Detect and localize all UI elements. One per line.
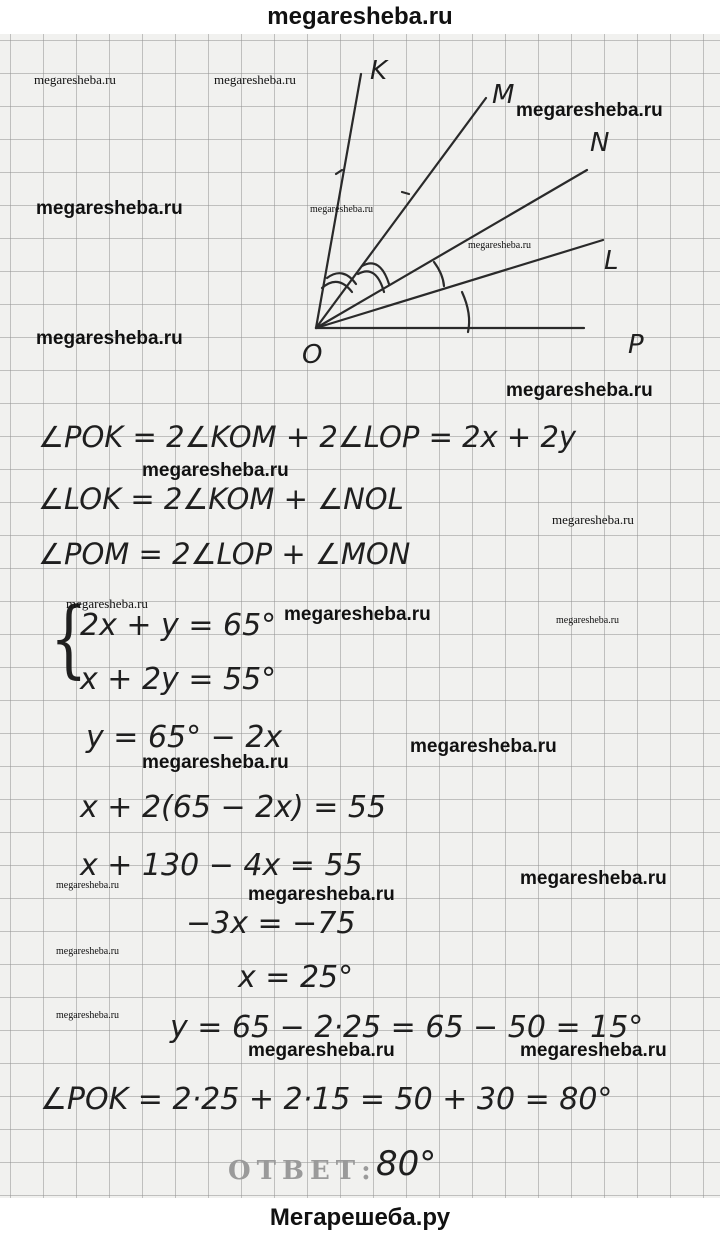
watermark: megaresheba.ru bbox=[248, 1040, 395, 1061]
watermark: megaresheba.ru bbox=[142, 752, 289, 773]
watermark: megaresheba.ru bbox=[248, 884, 395, 905]
answer-value: 80° bbox=[376, 1144, 437, 1184]
solution-line-1: ∠POK = 2∠KOM + 2∠LOP = 2x + 2y bbox=[38, 420, 577, 454]
site-header[interactable]: megaresheba.ru bbox=[267, 3, 453, 30]
label-m: M bbox=[492, 80, 515, 110]
solution-line-8: x + 130 − 4x = 55 bbox=[80, 848, 363, 883]
tick-ok bbox=[336, 170, 342, 174]
watermark: megaresheba.ru bbox=[36, 198, 183, 219]
solution-line-10: x = 25° bbox=[238, 960, 354, 995]
label-n: N bbox=[590, 128, 610, 158]
notebook-page bbox=[0, 34, 720, 1198]
watermark: megaresheba.ru bbox=[56, 946, 120, 957]
solution-line-6: y = 65° − 2x bbox=[86, 720, 283, 755]
label-p: P bbox=[628, 330, 644, 360]
label-l: L bbox=[604, 246, 619, 276]
system-equation-2: x + 2y = 55° bbox=[80, 662, 277, 697]
watermark: megaresheba.ru bbox=[34, 72, 116, 87]
ray-ok bbox=[316, 74, 361, 328]
label-o: O bbox=[302, 340, 323, 370]
answer-label: ОТВЕТ: bbox=[228, 1156, 377, 1186]
watermark: megaresheba.ru bbox=[214, 72, 296, 87]
arc-kom-2 bbox=[322, 282, 352, 292]
site-footer[interactable]: Мегарешеба.ру bbox=[269, 1204, 451, 1231]
watermark: megaresheba.ru bbox=[284, 604, 431, 625]
solution-line-12: ∠POK = 2·25 + 2·15 = 50 + 30 = 80° bbox=[40, 1082, 613, 1117]
watermark: megaresheba.ru bbox=[36, 328, 183, 349]
watermark: megaresheba.ru bbox=[552, 512, 634, 527]
watermark: megaresheba.ru bbox=[520, 1040, 667, 1061]
watermark: megaresheba.ru bbox=[520, 868, 667, 889]
watermark: megaresheba.ru bbox=[468, 240, 532, 251]
arc-nol bbox=[434, 262, 444, 286]
ray-on bbox=[316, 170, 587, 328]
solution-line-9: −3x = −75 bbox=[186, 906, 356, 941]
watermark: megaresheba.ru bbox=[66, 596, 148, 611]
ray-ol bbox=[316, 240, 603, 328]
arc-lop bbox=[462, 292, 469, 332]
label-k: K bbox=[370, 56, 388, 86]
solution-line-3: ∠POM = 2∠LOP + ∠MON bbox=[38, 537, 411, 571]
watermark: megaresheba.ru bbox=[410, 736, 557, 757]
watermark: megaresheba.ru bbox=[56, 1010, 120, 1021]
watermark: megaresheba.ru bbox=[56, 880, 120, 891]
system-brace: { bbox=[50, 589, 88, 687]
solution-line-7: x + 2(65 − 2x) = 55 bbox=[80, 790, 387, 825]
arc-mon-2 bbox=[358, 271, 384, 292]
solution-line-2: ∠LOK = 2∠KOM + ∠NOL bbox=[38, 482, 404, 516]
watermark: megaresheba.ru bbox=[556, 615, 620, 626]
watermark: megaresheba.ru bbox=[310, 204, 374, 215]
tick-om bbox=[402, 192, 409, 194]
solution-line-11: y = 65 − 2·25 = 65 − 50 = 15° bbox=[170, 1010, 644, 1045]
watermark: megaresheba.ru bbox=[142, 460, 289, 481]
watermark: megaresheba.ru bbox=[516, 100, 663, 121]
system-equation-1: 2x + y = 65° bbox=[80, 608, 277, 643]
watermark: megaresheba.ru bbox=[506, 380, 653, 401]
